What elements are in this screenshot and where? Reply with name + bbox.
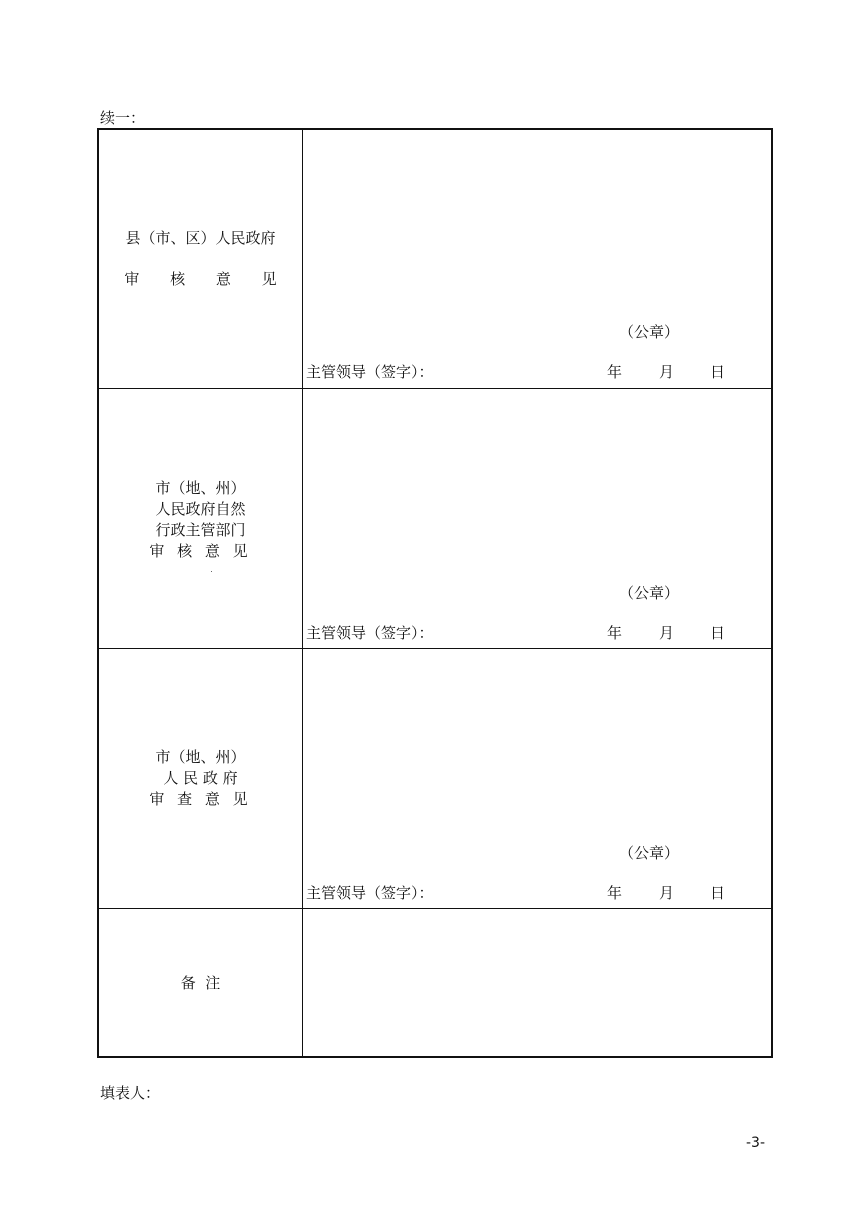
signature-label: 主管领导（签字）： — [306, 624, 434, 642]
remarks-row — [99, 909, 771, 1056]
label-line: 市（地、州） — [155, 748, 246, 766]
date-month: 月 — [659, 884, 675, 902]
label-line: 备 注 — [180, 974, 221, 992]
date-day: 日 — [710, 884, 726, 902]
continued-label: 续一： — [100, 109, 146, 127]
label-line: 审 核 意 见 — [149, 542, 252, 560]
label-line: 人民政府自然 — [155, 500, 246, 518]
remarks-label — [99, 973, 302, 994]
city-land-review-row — [99, 389, 771, 649]
seal-label: （公章） — [619, 584, 680, 602]
date-day: 日 — [710, 624, 726, 642]
seal-label: （公章） — [619, 844, 680, 862]
label-line: 人 民 政 府 — [163, 769, 238, 787]
filler-label: 填表人： — [100, 1084, 161, 1102]
county-review-row — [99, 130, 771, 389]
signature-label: 主管领导（签字）： — [306, 363, 434, 381]
page-number: -3- — [746, 1135, 766, 1151]
label-line: 市（地、州） — [155, 479, 246, 497]
date-day: 日 — [710, 363, 726, 381]
date-year: 年 — [607, 624, 623, 642]
date-month: 月 — [659, 624, 675, 642]
scan-speck — [211, 571, 212, 572]
city-government-review-row — [99, 649, 771, 909]
label-line: 审 查 意 见 — [149, 790, 252, 808]
city-land-review-label — [99, 478, 302, 562]
county-review-label — [99, 228, 302, 290]
date-month: 月 — [659, 363, 675, 381]
signature-label: 主管领导（签字）： — [306, 884, 434, 902]
label-line: 审 核 意 见 — [124, 270, 290, 288]
date-year: 年 — [607, 363, 623, 381]
label-line: 县（市、区）人民政府 — [125, 229, 276, 247]
city-government-review-label — [99, 747, 302, 810]
date-year: 年 — [607, 884, 623, 902]
review-form-table — [97, 128, 773, 1058]
seal-label: （公章） — [619, 323, 680, 341]
label-line: 行政主管部门 — [155, 521, 246, 539]
